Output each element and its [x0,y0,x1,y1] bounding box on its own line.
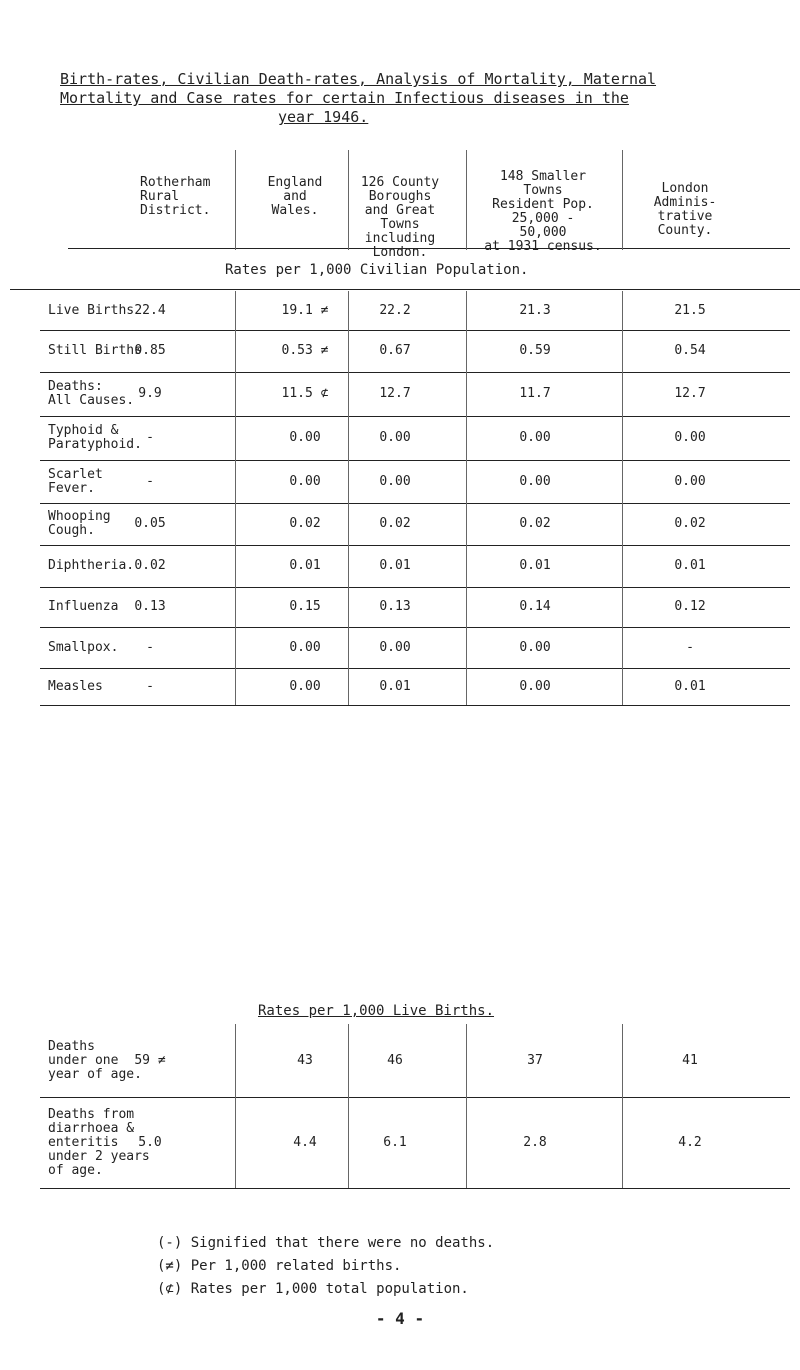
row-2-value: 0.85 [134,343,166,358]
row-8-value: 0.13 [379,599,411,614]
title-line-3: year 1946. [278,108,369,126]
row-6-value: 0.02 [519,516,551,531]
row-8-label: Influenza [48,599,119,614]
infant-row-1-value: 37 [527,1052,543,1068]
row-6-label: Whooping Cough. [48,509,111,538]
column-divider [466,150,467,250]
infant-row-2-value: 4.4 [293,1134,317,1150]
row-1-value: 21.5 [674,302,706,318]
row-2-value: 0.59 [519,343,551,358]
row-2-value: 0.54 [674,343,706,358]
footnote-total-population: (⊄) Rates per 1,000 total population. [157,1281,469,1297]
row-rule [40,545,790,546]
row-10-label: Measles [48,678,103,694]
row-10-value: 0.00 [519,678,551,694]
row-5-value: 0.00 [289,473,321,489]
column-divider [235,291,236,705]
infant-row-1-value: 41 [682,1052,698,1068]
row-5-value: 0.00 [519,473,551,489]
infant-row-2-value: 6.1 [383,1134,407,1150]
row-9-value: 0.00 [379,639,411,655]
row-4-value: 0.00 [519,430,551,445]
row-7-label: Diphtheria. [48,558,135,573]
row-rule [40,372,790,373]
column-divider [622,1024,623,1188]
row-2-label: Still Births [48,343,142,358]
row-9-value: - [686,639,694,655]
row-5-label: Scarlet Fever. [48,466,103,496]
row-1-value: 22.4 [134,302,166,318]
column-header-rotherham: Rotherham Rural District. [140,175,211,218]
title-line-2: Mortality and Case rates for certain Infectious diseases in the [60,89,629,107]
column-divider [348,150,349,250]
row-rule [40,1097,790,1098]
row-1-value: 21.3 [519,302,551,318]
infant-row-1-label: Deaths under one year of age. [48,1038,142,1082]
row-9-value: 0.00 [519,639,551,655]
section-civilian-population: Rates per 1,000 Civilian Population. [225,262,529,278]
row-3-value: 12.7 [674,386,706,401]
infant-row-2-value: 4.2 [678,1134,702,1150]
row-1-value: 19.1 ≠ [281,302,329,318]
infant-row-1-value: 46 [387,1052,403,1068]
row-4-value: - [146,430,154,445]
row-5-value: 0.00 [674,473,706,489]
column-divider [348,1024,349,1188]
row-6-value: 0.02 [289,516,321,531]
row-4-label: Typhoid & Paratyphoid. [48,423,142,452]
row-4-value: 0.00 [379,430,411,445]
row-8-value: 0.12 [674,599,706,614]
row-3-value: 11.7 [519,386,551,401]
row-3-value: 11.5 ⊄ [281,386,329,401]
column-divider [622,291,623,705]
row-rule [40,587,790,588]
column-divider [235,1024,236,1188]
infant-row-1-value: 43 [297,1052,313,1068]
row-8-value: 0.15 [289,599,321,614]
column-divider [348,291,349,705]
row-6-value: 0.05 [134,516,166,531]
row-3-value: 12.7 [379,386,411,401]
column-divider [622,150,623,250]
section-live-births: Rates per 1,000 Live Births. [258,1003,495,1019]
row-6-value: 0.02 [379,516,411,531]
row-3-label: Deaths: All Causes. [48,379,135,408]
row-10-value: 0.00 [289,678,321,694]
row-8-value: 0.13 [134,599,166,614]
row-10-value: 0.01 [379,678,411,694]
column-header-england-wales: England and Wales. [267,175,323,218]
row-9-value: - [146,639,154,655]
infant-row-2-value: 5.0 [138,1134,162,1150]
column-divider [466,291,467,705]
document-title [60,70,656,127]
row-7-value: 0.01 [379,558,411,573]
footnote-dash: (-) Signified that there were no deaths. [157,1235,495,1251]
row-2-value: 0.67 [379,343,411,358]
row-2-value: 0.53 ≠ [281,343,329,358]
row-rule [40,503,790,504]
row-5-value: - [146,473,154,489]
row-7-value: 0.01 [674,558,706,573]
page-number: - 4 - [375,1309,425,1328]
row-7-value: 0.01 [289,558,321,573]
infant-row-2-label: Deaths from diarrhoea & enteritis under 2 years of age. [48,1106,150,1178]
header-rule [68,248,790,249]
row-5-value: 0.00 [379,473,411,489]
row-rule [40,416,790,417]
row-10-value: 0.01 [674,678,706,694]
row-9-value: 0.00 [289,639,321,655]
row-7-value: 0.02 [134,558,166,573]
section-rule [10,289,800,290]
column-header-county-boroughs: 126 County Boroughs and Great Towns including London. [360,175,440,260]
row-1-value: 22.2 [379,302,411,318]
row-10-value: - [146,678,154,694]
column-header-smaller-towns: 148 Smaller Towns Resident Pop. 25,000 - 50,000 at 1931 census. [484,169,602,254]
column-divider [466,1024,467,1188]
row-rule [40,627,790,628]
column-divider [235,150,236,250]
row-6-value: 0.02 [674,516,706,531]
row-4-value: 0.00 [289,430,321,445]
column-header-london: London Adminis- trative County. [653,181,717,238]
row-1-label: Live Births [48,302,135,318]
row-rule [40,1188,790,1189]
row-rule [40,330,790,331]
row-9-label: Smallpox. [48,639,119,655]
title-line-1: Birth-rates, Civilian Death-rates, Analysis of Mortality, Maternal [60,70,657,88]
row-rule [40,460,790,461]
footnote-related-births: (≠) Per 1,000 related births. [157,1258,402,1274]
infant-row-2-value: 2.8 [523,1134,547,1150]
row-8-value: 0.14 [519,599,551,614]
infant-row-1-value: 59 ≠ [134,1052,166,1068]
row-3-value: 9.9 [138,386,162,401]
row-rule [40,705,790,706]
row-7-value: 0.01 [519,558,551,573]
row-rule [40,668,790,669]
footnotes [157,1232,494,1301]
row-4-value: 0.00 [674,430,706,445]
